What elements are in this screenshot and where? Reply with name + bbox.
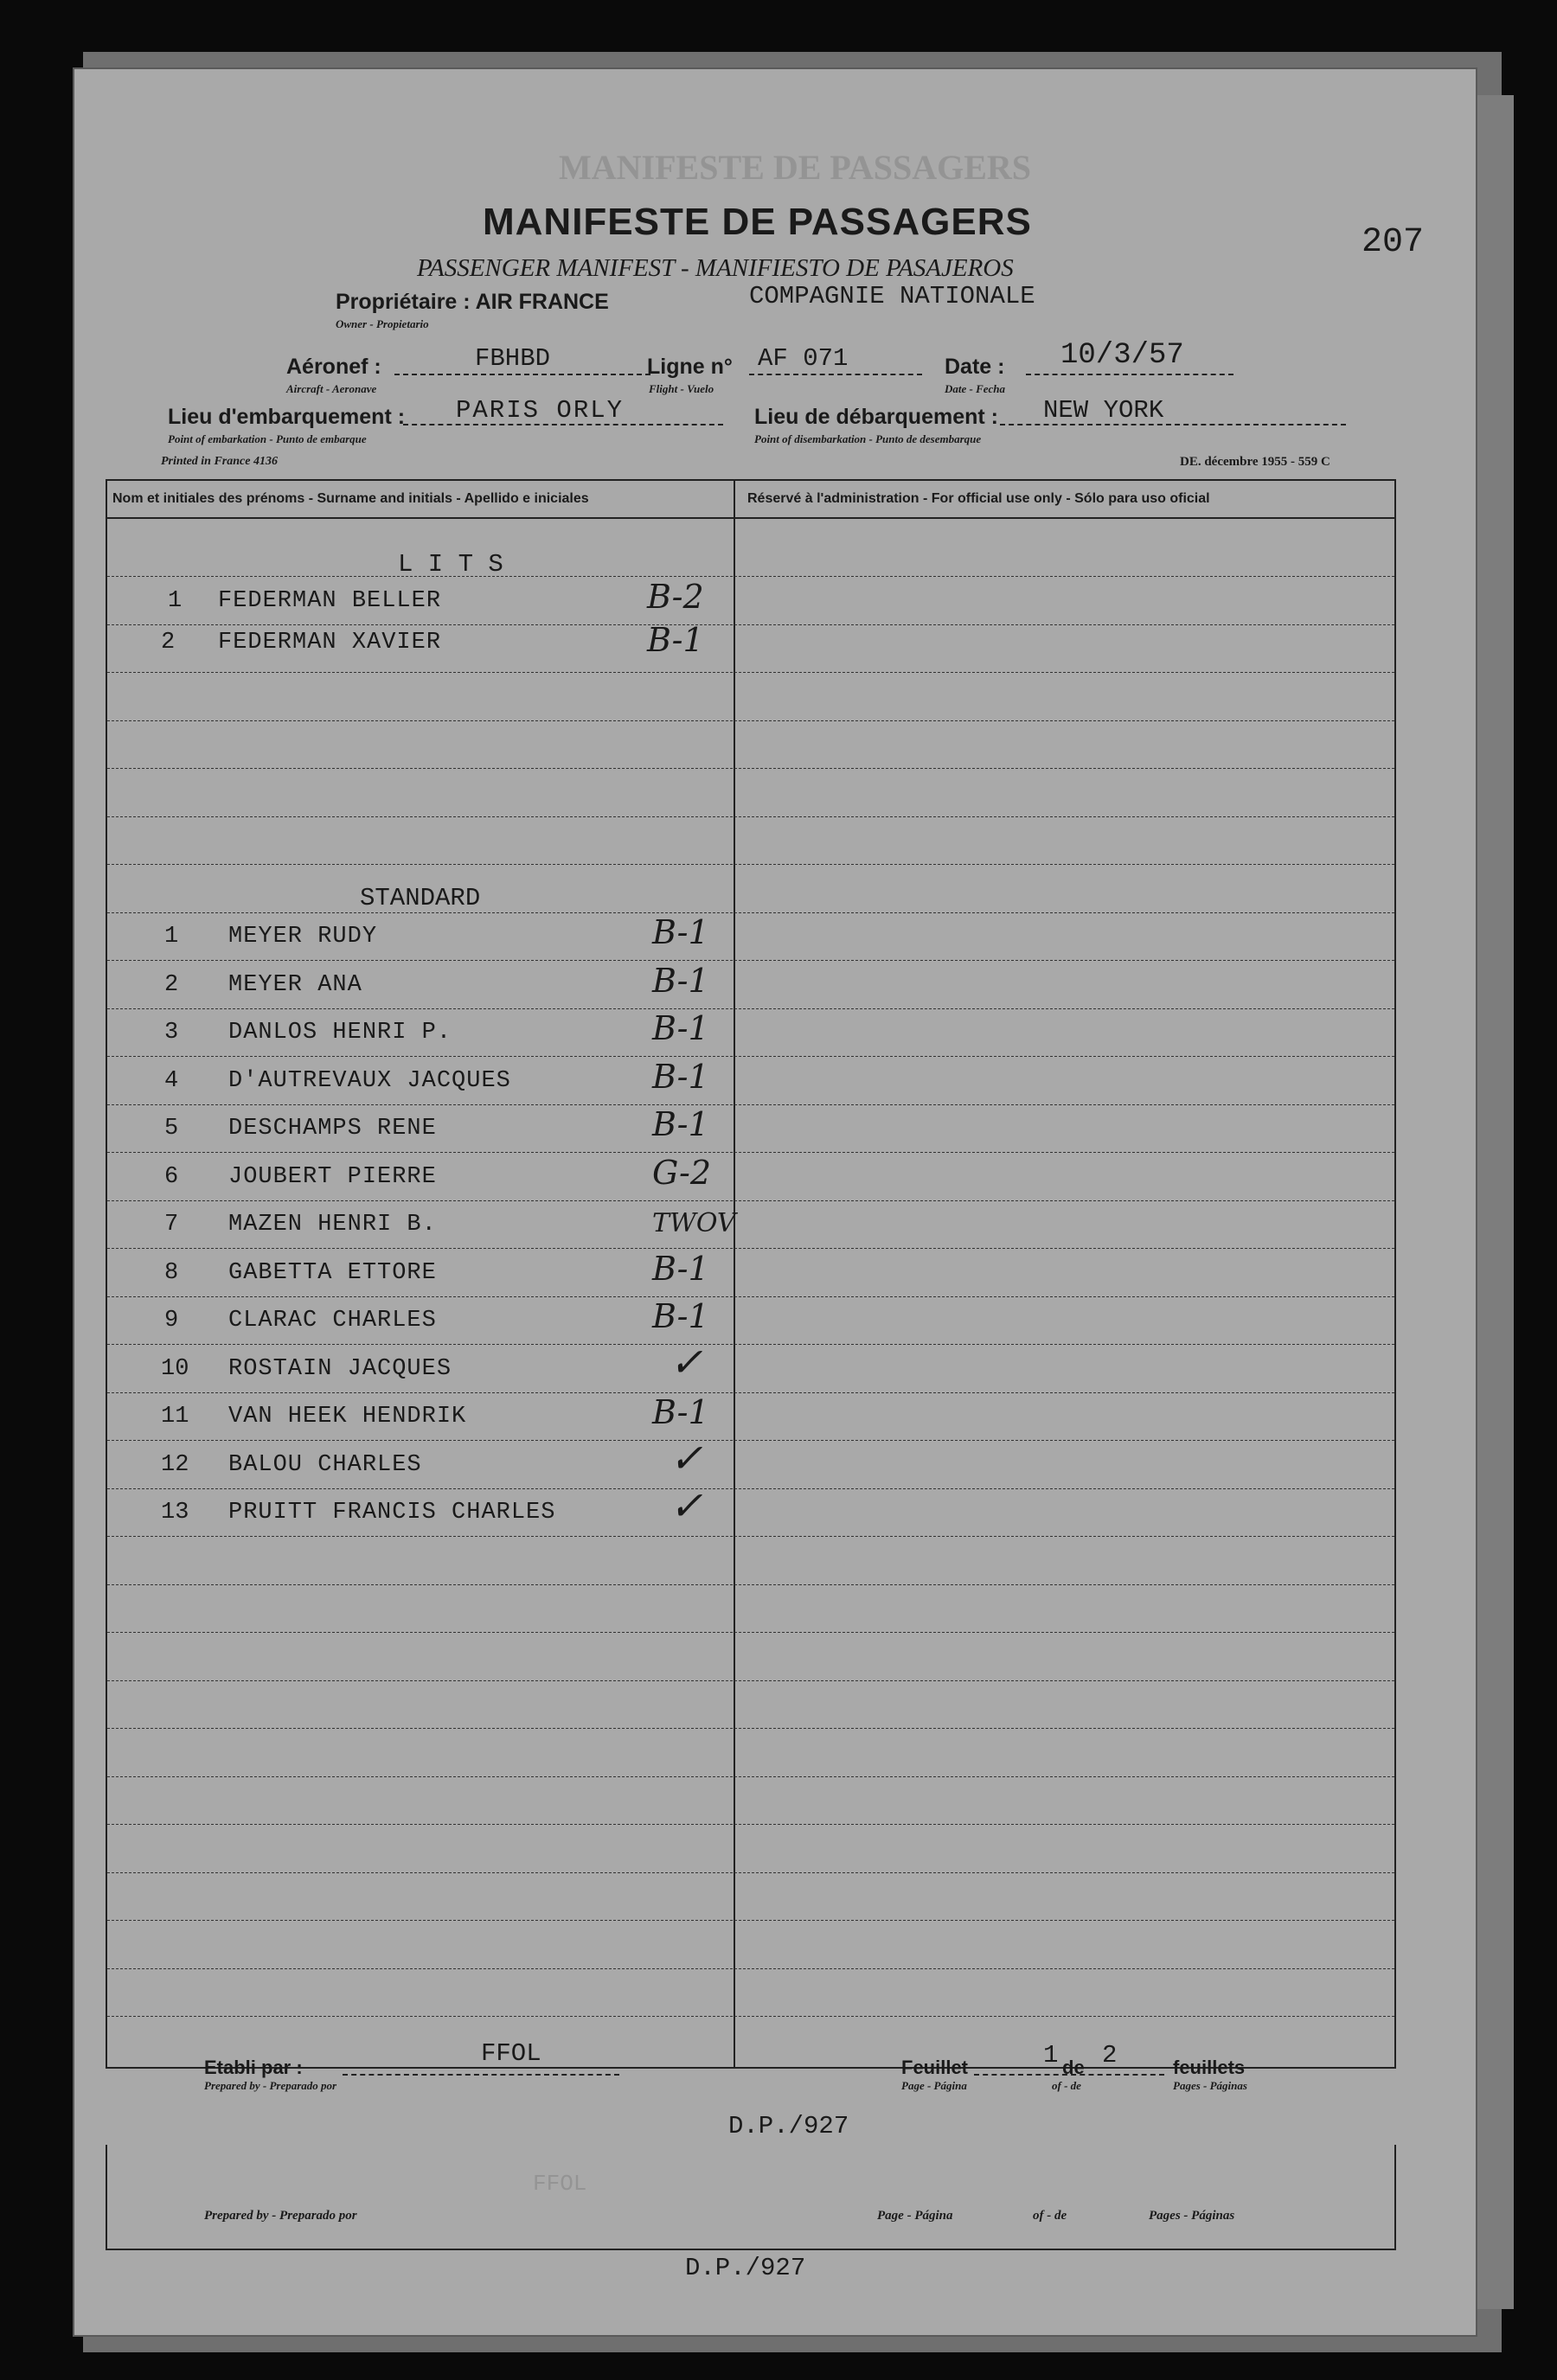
lower-of: of - de [1033,2209,1067,2223]
standard-row-name: MEYER ANA [228,972,362,998]
aircraft-sublabel: Aircraft - Aeronave [286,382,377,395]
aircraft-underline [394,374,650,375]
flight-value: AF 071 [758,344,849,373]
header-rule [107,517,1394,519]
standard-row-name: PRUITT FRANCIS CHARLES [228,1500,556,1526]
row-rule [107,960,1394,961]
sheet-underline [974,2074,1164,2076]
lower-prepared: Prepared by - Preparado por [204,2209,357,2223]
row-rule [107,768,1394,769]
embark-underline [403,424,723,425]
standard-row-name: JOUBERT PIERRE [228,1164,437,1190]
standard-row-name: MAZEN HENRI B. [228,1212,437,1238]
row-rule [107,1008,1394,1009]
standard-row-num: 4 [164,1068,179,1094]
row-rule [107,1728,1394,1729]
section-lits: L I T S [398,550,503,579]
of-value: 2 [1102,2041,1118,2070]
lits-row-name: FEDERMAN BELLER [218,588,442,614]
standard-row-name: VAN HEEK HENDRIK [228,1404,467,1430]
standard-row-mark: B-1 [652,913,709,951]
standard-row-num: 9 [164,1308,179,1334]
standard-row-num: 8 [164,1260,179,1286]
sheet-label: Feuillet [901,2057,969,2078]
row-rule [107,1104,1394,1105]
column-header-names: Nom et initiales des prénoms - Surname and initials - Apellido e iniciales [112,491,589,506]
row-rule [107,1584,1394,1585]
standard-row-mark: B-1 [652,1250,709,1288]
row-rule [107,720,1394,721]
standard-row-name: CLARAC CHARLES [228,1308,437,1334]
owner-label: Propriétaire : AIR FRANCE [336,290,609,314]
row-rule [107,576,1394,577]
row-rule [107,1200,1394,1201]
embark-sublabel: Point of embarkation - Punto de embarque [168,432,367,445]
sheet-value: 1 [1043,2041,1059,2070]
date-underline [1026,374,1233,375]
row-rule [107,1776,1394,1777]
of-label: de [1062,2057,1085,2078]
disembark-underline [1000,424,1346,425]
row-rule [107,1248,1394,1249]
sheets-sublabel: Pages - Páginas [1173,2079,1247,2092]
row-rule [107,1296,1394,1297]
passenger-table [106,479,1396,2069]
aircraft-value: FBHBD [475,344,551,373]
row-rule [107,1920,1394,1921]
standard-row-mark: B-1 [652,1105,709,1143]
flight-label: Ligne n° [647,355,733,379]
document-reference: D.P./927 [728,2112,849,2140]
disembark-sublabel: Point of disembarkation - Punto de desembarque [754,432,982,445]
page-number: 207 [1362,223,1425,262]
disembark-label: Lieu de débarquement : [754,405,998,429]
date-sublabel: Date - Fecha [945,382,1006,395]
standard-row-mark: ✓ [670,1482,703,1529]
embark-label: Lieu d'embarquement : [168,405,406,429]
row-rule [107,1056,1394,1057]
standard-row-mark: TWOV [652,1208,736,1238]
row-rule [107,816,1394,817]
standard-row-name: ROSTAIN JACQUES [228,1356,452,1382]
sheet-sublabel: Page - Página [901,2079,967,2092]
row-rule [107,1488,1394,1489]
column-header-admin: Réservé à l'administration - For official use only - Sólo para uso oficial [747,491,1210,506]
lits-row-name: FEDERMAN XAVIER [218,630,442,656]
of-sublabel: of - de [1052,2079,1081,2092]
disembark-value: NEW YORK [1043,396,1164,425]
embark-value: PARIS ORLY [456,396,625,425]
row-rule [107,1872,1394,1873]
standard-row-name: BALOU CHARLES [228,1452,422,1478]
form-title: MANIFESTE DE PASSAGERS [483,201,1032,243]
bleed-through: MANIFESTE DE PASSAGERS [559,148,1032,187]
row-rule [107,1392,1394,1393]
lits-row-mark: B-1 [647,621,704,659]
row-rule [107,1536,1394,1537]
row-rule [107,2016,1394,2017]
lower-strip-ghost: FFOL [533,2171,587,2197]
printed-note: Printed in France 4136 [161,455,278,468]
standard-row-num: 2 [164,972,179,998]
lower-reference: D.P./927 [685,2254,806,2282]
prepared-label: Etabli par : [204,2057,303,2078]
standard-row-num: 7 [164,1212,179,1238]
standard-row-name: D'AUTREVAUX JACQUES [228,1068,511,1094]
prepared-underline [343,2074,619,2076]
standard-row-num: 3 [164,1020,179,1046]
standard-row-num: 13 [161,1500,189,1526]
standard-row-mark: ✓ [670,1435,703,1481]
standard-row-name: GABETTA ETTORE [228,1260,437,1286]
row-rule [107,864,1394,865]
standard-row-num: 1 [164,924,179,950]
standard-row-mark: B-1 [652,1297,709,1335]
form-subtitle: PASSENGER MANIFEST - MANIFIESTO DE PASAJEROS [417,254,1014,282]
standard-row-mark: B-1 [652,1393,709,1431]
sheets-label: feuillets [1173,2057,1246,2078]
row-rule [107,624,1394,625]
standard-row-name: DANLOS HENRI P. [228,1020,452,1046]
standard-row-name: DESCHAMPS RENE [228,1116,437,1142]
lower-pages: Pages - Páginas [1149,2209,1235,2223]
date-label: Date : [945,355,1005,379]
lits-row-mark: B-2 [647,578,704,616]
prepared-sublabel: Prepared by - Preparado por [204,2079,337,2092]
owner-value: COMPAGNIE NATIONALE [749,282,1035,310]
manifest-page [73,67,1477,2337]
lits-row-num: 2 [161,630,176,656]
standard-row-num: 6 [164,1164,179,1190]
standard-row-num: 10 [161,1356,189,1382]
standard-row-mark: ✓ [670,1339,703,1385]
standard-row-name: MEYER RUDY [228,924,378,950]
date-value: 10/3/57 [1060,339,1184,372]
standard-row-mark: B-1 [652,1009,709,1047]
row-rule [107,1344,1394,1345]
row-rule [107,1440,1394,1441]
aircraft-label: Aéronef : [286,355,381,379]
standard-row-mark: B-1 [652,1058,709,1096]
standard-row-num: 12 [161,1452,189,1478]
prepared-value: FFOL [481,2039,541,2068]
standard-row-mark: G-2 [652,1154,712,1192]
standard-row-num: 5 [164,1116,179,1142]
column-divider [734,481,735,2067]
lits-row-num: 1 [168,588,183,614]
owner-sublabel: Owner - Propietario [336,317,429,330]
flight-sublabel: Flight - Vuelo [649,382,714,395]
row-rule [107,1680,1394,1681]
form-code: DE. décembre 1955 - 559 C [1180,455,1330,469]
standard-row-num: 11 [161,1404,189,1430]
row-rule [107,672,1394,673]
section-standard: STANDARD [360,884,481,912]
row-rule [107,1968,1394,1969]
standard-row-mark: B-1 [652,962,709,1000]
lower-page: Page - Página [877,2209,953,2223]
flight-underline [749,374,922,375]
row-rule [107,1632,1394,1633]
row-rule [107,1152,1394,1153]
row-rule [107,912,1394,913]
lower-strip-frame [106,2145,1396,2250]
row-rule [107,1824,1394,1825]
